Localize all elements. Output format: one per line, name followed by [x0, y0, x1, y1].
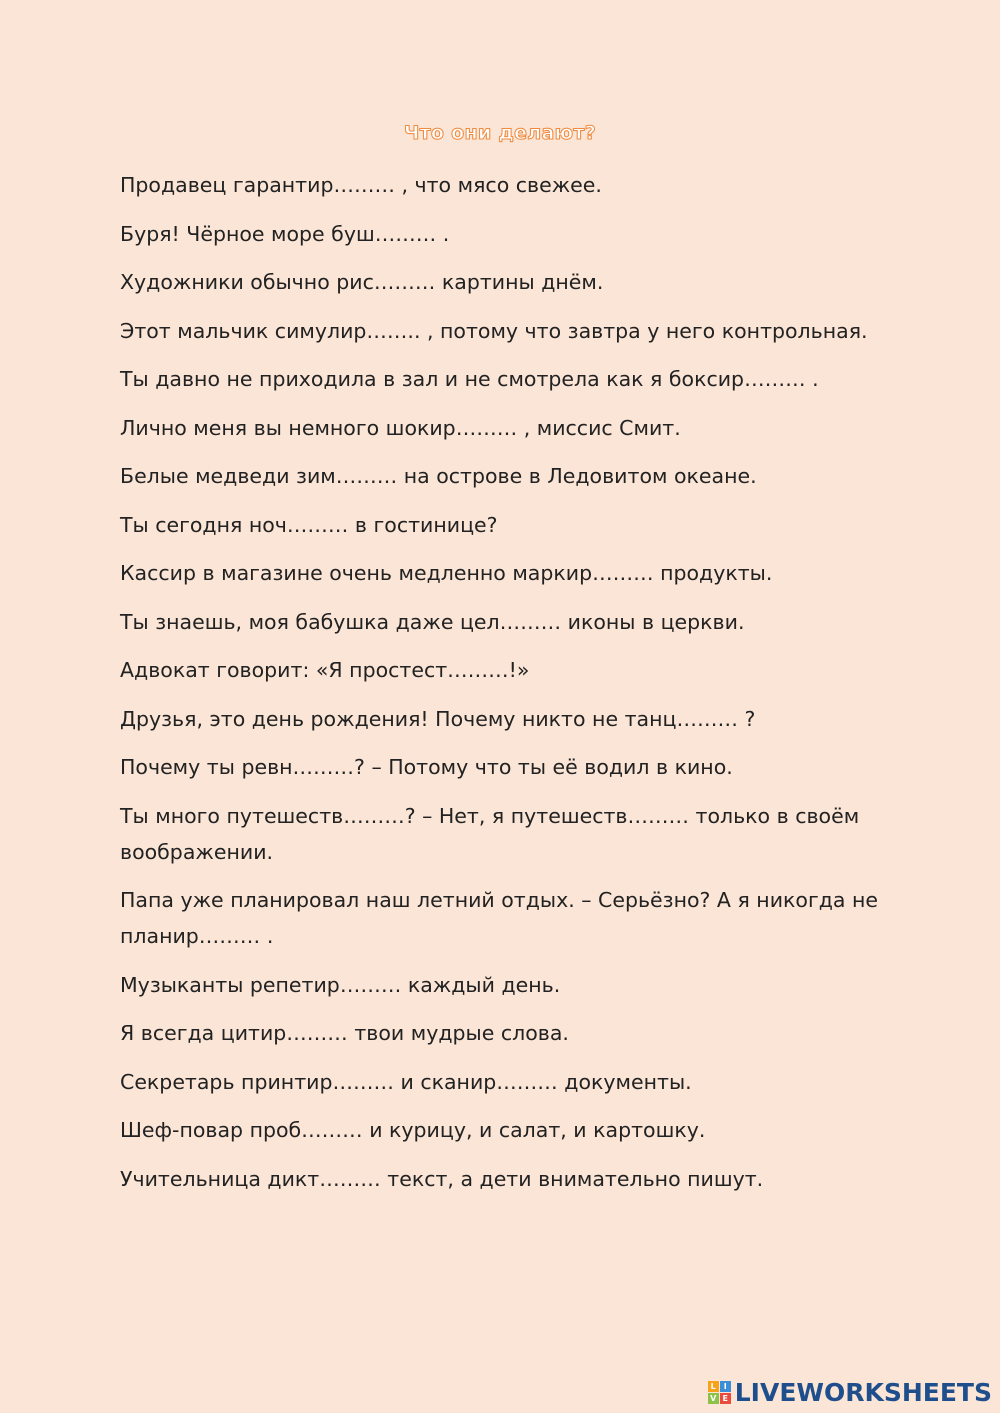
sentence-5: Ты давно не приходила в зал и не смотрела как я боксир……… .: [120, 367, 819, 391]
sentence-1: Продавец гарантир……… , что мясо свежее.: [120, 173, 602, 197]
sentence-14: Ты много путешеств………? – Нет, я путешеств……… только в своём воображении.: [120, 803, 860, 864]
sentence-list: [120, 167, 900, 1209]
sentence-20: Учительница дикт……… текст, а дети внимательно пишут.: [120, 1166, 764, 1191]
sentence-10: Ты знаешь, моя бабушка даже цел……… иконы в церкви.: [120, 609, 745, 634]
logo-mark-icon: [708, 1381, 731, 1404]
logo-mark-letter: E: [720, 1393, 731, 1404]
sentence-3: Художники обычно рис……… картины днём.: [120, 270, 604, 294]
sentence-19: Шеф-повар проб……… и курицу, и салат, и картошку.: [120, 1118, 706, 1142]
page-title: Что они делают?: [403, 122, 597, 144]
sentence-4: Этот мальчик симулир…….. , потому что завтра у него контрольная.: [120, 318, 868, 343]
sentence-7: Белые медведи зим……… на острове в Ледовитом океане.: [120, 464, 757, 488]
sentence-6: Лично меня вы немного шокир……… , миссис Смит.: [120, 415, 681, 440]
logo-mark-letter: I: [720, 1381, 731, 1392]
sentence-18: Секретарь принтир……… и сканир……… документы.: [120, 1069, 692, 1094]
sentence-15: Папа уже планировал наш летний отдых. – Серьёзно? А я никогда не планир……… .: [120, 888, 878, 948]
sentence-2: Буря! Чёрное море буш……… .: [120, 221, 450, 246]
sentence-17: Я всегда цитир……… твои мудрые слова.: [120, 1021, 569, 1045]
liveworksheets-logo[interactable]: [708, 1378, 992, 1407]
sentence-9: Кассир в магазине очень медленно маркир……… продукты.: [120, 561, 773, 585]
sentence-8: Ты сегодня ноч……… в гостинице?: [120, 512, 498, 537]
sentence-16: Музыканты репетир……… каждый день.: [120, 972, 561, 997]
sentence-13: Почему ты ревн………? – Потому что ты её водил в кино.: [120, 755, 733, 779]
logo-text: LIVEWORKSHEETS: [734, 1378, 992, 1407]
sentence-11: Адвокат говорит: «Я простест………!»: [120, 658, 530, 682]
sentence-12: Друзья, это день рождения! Почему никто не танц……… ?: [120, 706, 756, 731]
logo-mark-letter: L: [708, 1381, 719, 1392]
logo-mark-letter: V: [708, 1393, 719, 1404]
